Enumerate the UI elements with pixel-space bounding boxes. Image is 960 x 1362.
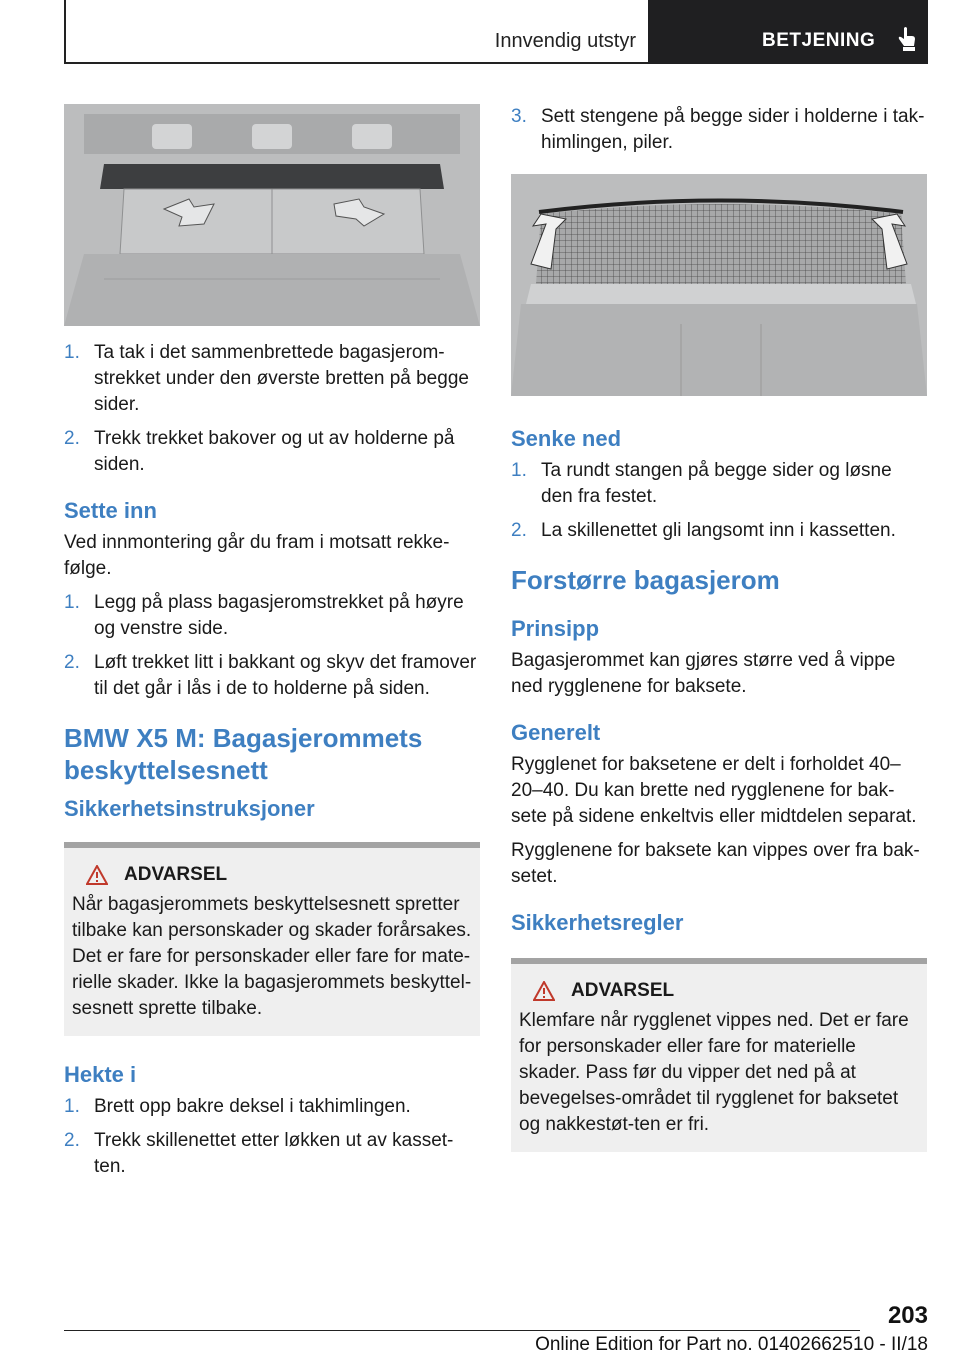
removal-steps (64, 340, 480, 478)
footer-edition: Online Edition for Part no. 01402662510 - II/18 (535, 1334, 928, 1355)
list-item: 2. Trekk trekket bakover og ut av holderne på siden. (64, 428, 455, 475)
list-item: 1. Brett opp bakre deksel i takhimlingen. (64, 1096, 411, 1117)
header-chapter-box (648, 0, 928, 64)
heading-prinsipp: Prinsipp (511, 616, 600, 641)
list-item: 1. Ta tak i det sammenbrettede bagasjerom-strekket under den øverste bretten på begge sider. (64, 342, 469, 415)
right-column (511, 104, 927, 1152)
list-item: 2. Løft trekket litt i bakkant og skyv det framover til det går i lås i de to holderne på siden. (64, 652, 477, 699)
heading-generelt: Generelt (511, 720, 601, 745)
list-item: 2. La skillenettet gli langsomt inn i kassetten. (511, 520, 896, 541)
page-number: 203 (887, 1302, 928, 1329)
generelt-text-1: Rygglenet for baksetene er delt i forholdet 40–20–40. Du kan brette ned rygglenene for bak-sete på sidene enkeltvis eller midtdelen separat. (511, 754, 917, 827)
heading-net: BMW X5 M: Bagasjerommets beskyttelsesnett (64, 723, 423, 785)
list-item: 3. Sett stengene på begge sider i holderne i tak-himlingen, piler. (511, 106, 925, 153)
warning-label: ADVARSEL (124, 864, 228, 885)
list-item: 1. Legg på plass bagasjeromstrekket på høyre og venstre side. (64, 592, 464, 639)
attach-steps (64, 1094, 480, 1180)
header-section-box (64, 0, 648, 64)
heading-sikkerhetsregler: Sikkerhetsregler (511, 910, 684, 935)
heading-safety: Sikkerhetsinstruksjoner (64, 796, 315, 821)
hand-pointer-icon (896, 26, 918, 52)
sette-inn-intro: Ved innmontering går du fram i motsatt rekke-følge. (64, 532, 450, 579)
heading-sette-inn: Sette inn (64, 498, 157, 523)
heading-hekte-i: Hekte i (64, 1062, 137, 1087)
section-title: Innvendig utstyr (494, 30, 636, 52)
heading-senke-ned: Senke ned (511, 426, 622, 451)
warning-text: Når bagasjerommets beskyttelsesnett spretter tilbake kan personskader og skader forårsakes. Det er fare for personskader eller fare for mate-rielle skader. Ikke la bagasjerommets beskyttel-sesnett sprette tilbake. (72, 894, 472, 1019)
warning-text: Klemfare når rygglenet vippes ned. Det er fare for personskader eller fare for materielle skader. Pass før du vipper det ned på at bevegelses-området til rygglenet for baksetet og nakkestøt-ten er fri. (519, 1010, 909, 1135)
warning-box (511, 958, 927, 1152)
cargo-cover-image (64, 104, 480, 326)
list-item: 1. Ta rundt stangen på begge sider og løsne den fra festet. (511, 460, 892, 507)
warning-box (64, 842, 480, 1036)
warning-label: ADVARSEL (571, 980, 675, 1001)
warning-triangle-icon (533, 981, 555, 1001)
generelt-text-2: Rygglenene for baksete kan vippes over fra bak-setet. (511, 840, 920, 887)
heading-forstorre: Forstørre bagasjerom (511, 565, 780, 595)
warning-triangle-icon (86, 865, 108, 885)
footer-divider (64, 1330, 860, 1331)
prinsipp-text: Bagasjerommet kan gjøres større ved å vippe ned rygglenene for baksete. (511, 650, 896, 697)
partition-net-image (511, 174, 927, 396)
install-steps (64, 590, 480, 702)
list-item: 2. Trekk skillenettet etter løkken ut av kasset-ten. (64, 1130, 454, 1177)
left-column (64, 104, 480, 1188)
lower-steps (511, 458, 927, 544)
chapter-title: BETJENING (762, 30, 876, 51)
step-3-list (511, 104, 927, 156)
